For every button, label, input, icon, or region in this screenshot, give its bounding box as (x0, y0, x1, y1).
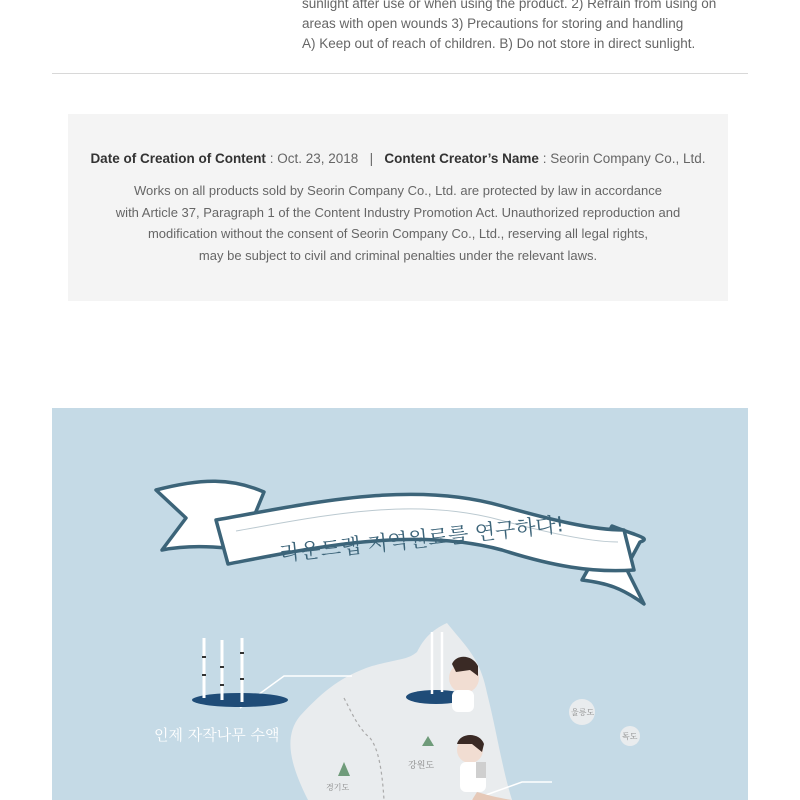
creator-value: Seorin Company Co., Ltd. (550, 151, 706, 166)
creator-label: Content Creator’s Name (384, 151, 539, 166)
regional-ingredients-map (52, 408, 748, 800)
date-label: Date of Creation of Content (90, 151, 266, 166)
banner-title: 라운드랩 지역원료를 연구하다! (278, 512, 566, 566)
precaution-line: sunlight after use or when using the product. 2) Refrain from using on (302, 0, 717, 11)
copyright-notice (68, 180, 728, 266)
label-gyeonggi: 경기도 (326, 783, 350, 792)
copyright-info-box (68, 114, 728, 301)
notice-line: with Article 37, Paragraph 1 of the Content Industry Promotion Act. Unauthorized reproduction and (115, 204, 681, 220)
map-illustration (52, 408, 748, 800)
notice-line: Works on all products sold by Seorin Company Co., Ltd. are protected by law in accordance (134, 183, 662, 198)
birch-pond-left (192, 693, 288, 707)
label-inje-birch-sap: 인제 자작나무 수액 (154, 726, 280, 744)
product-precautions-text (302, 0, 732, 54)
precaution-line: areas with open wounds 3) Precautions for storing and handling (302, 16, 684, 31)
label-dokdo: 독도 (622, 732, 638, 741)
precaution-line: A) Keep out of reach of children. B) Do not store in direct sunlight. (302, 36, 696, 51)
label-gangwon: 강원도 (408, 761, 435, 771)
content-credit-line: Date of Creation of Content : Oct. 23, 2018 | Content Creator’s Name : Seorin Company Co., Ltd. (90, 151, 706, 166)
section-divider (52, 73, 748, 74)
notice-line: modification without the consent of Seorin Company Co., Ltd., reserving all legal rights, (147, 226, 649, 241)
credit-separator: | (369, 151, 374, 166)
notice-line: may be subject to civil and criminal penalties under the relevant laws. (198, 247, 598, 263)
date-value: Oct. 23, 2018 (277, 151, 359, 166)
birch-trees-left (204, 638, 242, 702)
label-ulleungdo: 울릉도 (571, 708, 595, 717)
